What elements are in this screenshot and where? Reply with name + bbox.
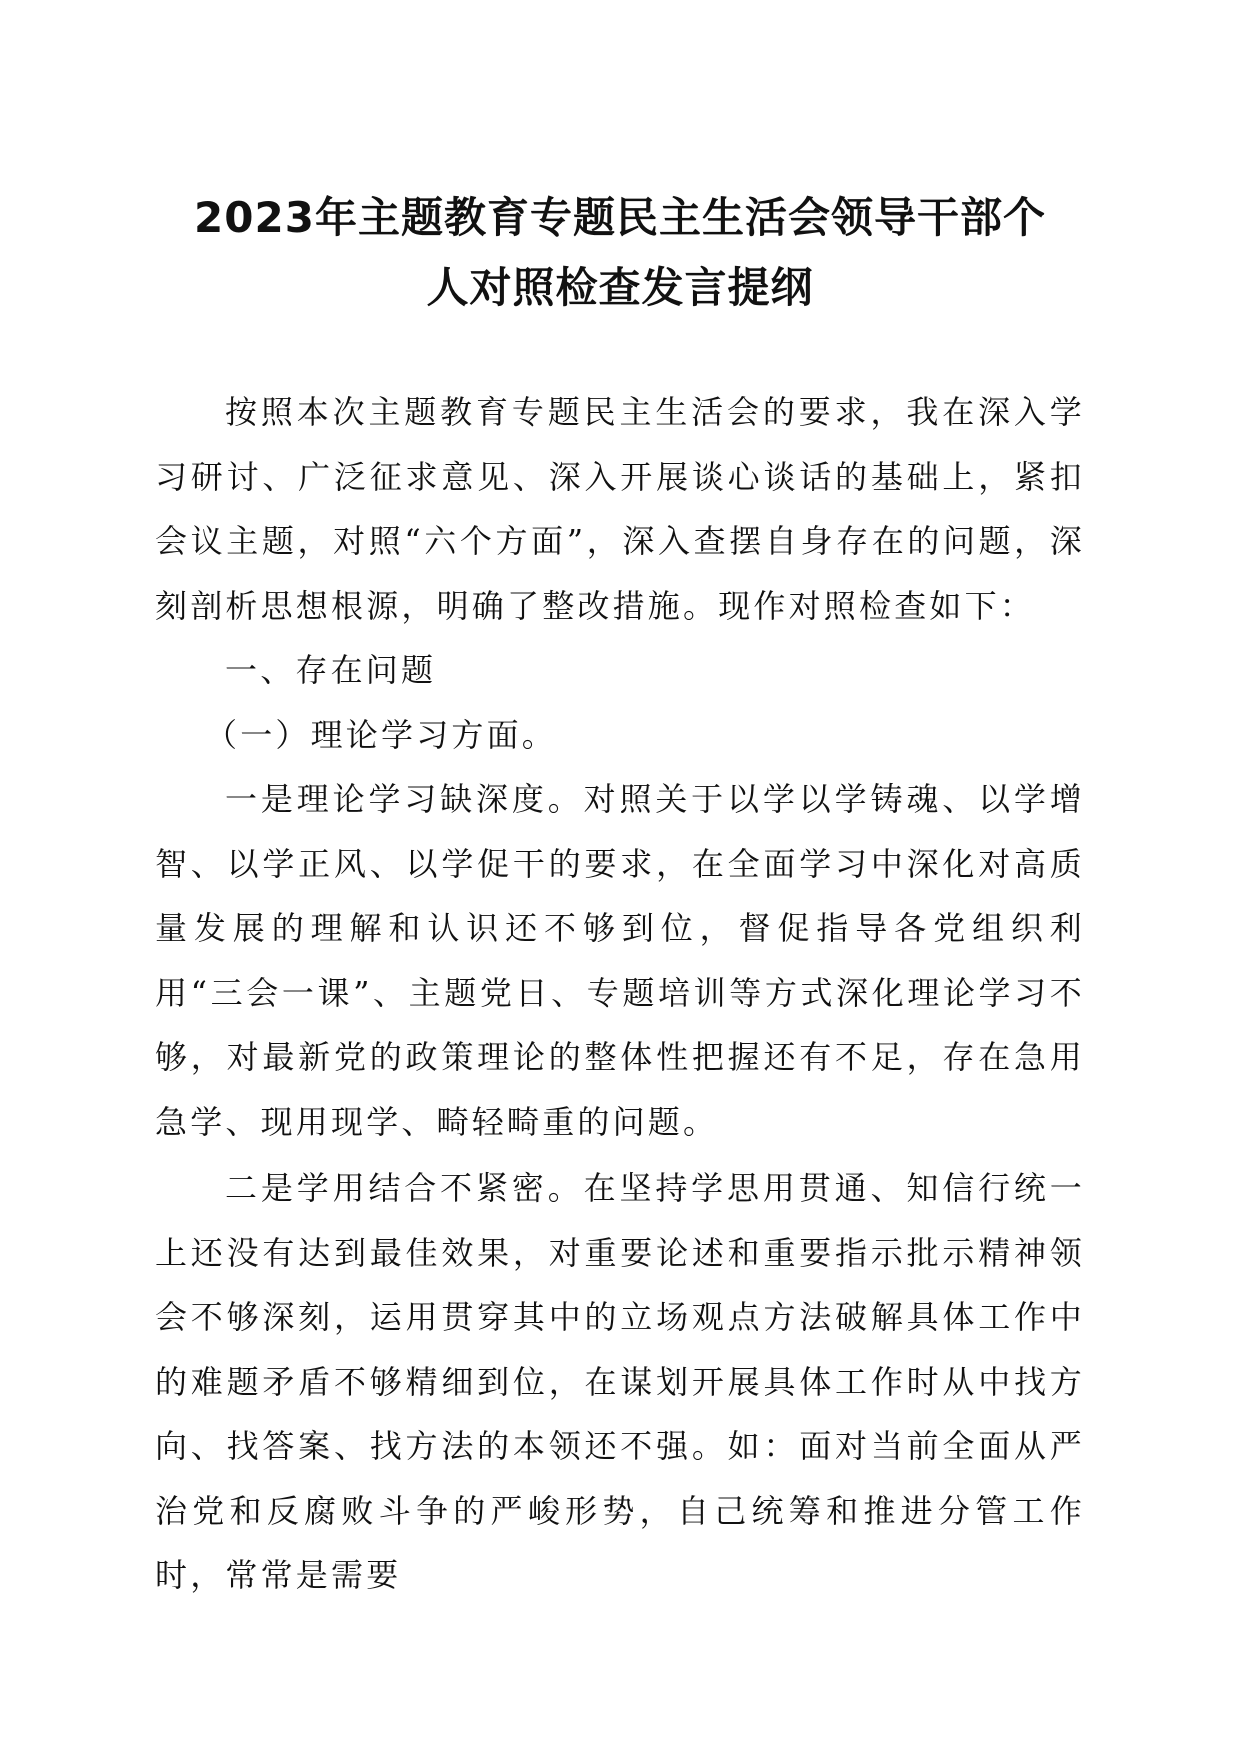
body-paragraph: 一是理论学习缺深度。对照关于以学以学铸魂、以学增智、以学正风、以学促干的要求，在全面学习中深化对高质量发展的理解和认识还不够到位，督促指导各党组织利用“三会一课”、主题党日、专题培训等方式深化理论学习不够，对最新党的政策理论的整体性把握还有不足，存在急用急学、现用现学、畸轻畸重的问题。 xyxy=(155,780,1085,1141)
document-title-line-1: 2023年主题教育专题民主生活会领导干部个 xyxy=(194,193,1046,242)
subsection-heading: （一）理论学习方面。 xyxy=(205,715,558,754)
document-body xyxy=(155,380,1085,1608)
document-title-line-2: 人对照检查发言提纲 xyxy=(426,263,814,312)
body-paragraph: 二是学用结合不紧密。在坚持学思用贯通、知信行统一上还没有达到最佳效果，对重要论述和重要指示批示精神领会不够深刻，运用贯穿其中的立场观点方法破解具体工作中的难题矛盾不够精细到位，在谋划开展具体工作时从中找方向、找答案、找方法的本领还不强。如：面对当前全面从严治党和反腐败斗争的严峻形势，自己统筹和推进分管工作时，常常是需要 xyxy=(155,1169,1085,1594)
section-heading: 一、存在问题 xyxy=(225,651,437,689)
intro-paragraph: 按照本次主题教育专题民主生活会的要求，我在深入学习研讨、广泛征求意见、深入开展谈心谈话的基础上，紧扣会议主题，对照“六个方面”，深入查摆自身存在的问题，深刻剖析思想根源，明确了整改措施。现作对照检查如下： xyxy=(155,393,1085,625)
